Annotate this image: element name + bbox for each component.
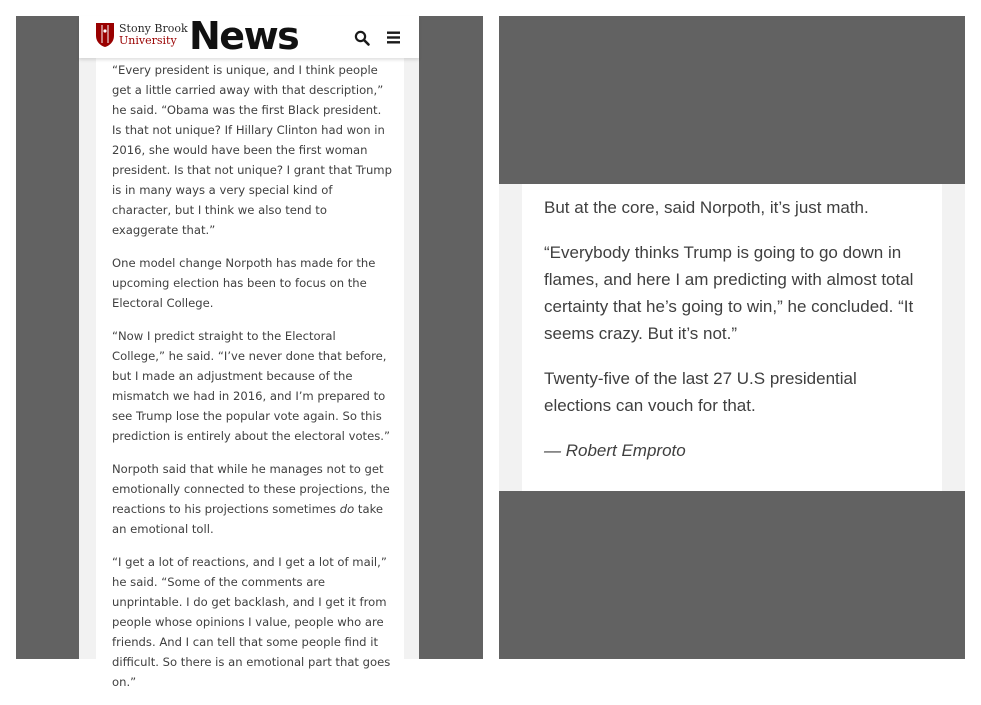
search-icon[interactable] (354, 30, 370, 46)
article-card (96, 16, 404, 689)
article-body (112, 60, 392, 705)
article-text: Norpoth said that while he manages not to get emotionally connected to these projections, the reactions to his projections sometimes (112, 462, 390, 516)
article-paragraph: “I get a lot of reactions, and I get a lot of mail,” he said. “Some of the comments are unprintable. I do get backlash, and I get it from people whose opinions I value, people who are friends. And I can tell that some people find it difficult. So there is an emotional part that goes on.” (112, 555, 391, 689)
site-header (79, 16, 419, 58)
mobile-view-panel (16, 14, 483, 689)
article-paragraph: One model change Norpoth has made for the upcoming election has been to focus on the Electoral College. (112, 256, 376, 310)
university-name-line1: Stony Brook (119, 22, 188, 35)
emphasis-text: do (339, 502, 355, 516)
article-paragraph: “Every president is unique, and I think people get a little carried away with that description,” he said. “Obama was the first Black president. Is that not unique? If Hillary Clinton had won in 2016, she would have been the first woman president. Is that not unique? I grant that Trump is in many ways a very special kind of character, but I think we also tend to exaggerate that.” (112, 63, 392, 237)
article-paragraph (112, 459, 392, 539)
hamburger-menu-icon[interactable] (387, 31, 401, 44)
university-shield-icon (95, 22, 115, 48)
article-body-zoomed (544, 194, 924, 482)
university-logo-text[interactable] (119, 23, 189, 47)
article-paragraph: Twenty-five of the last 27 U.S presidential elections can vouch for that. (544, 369, 857, 415)
article-card-zoomed (522, 184, 942, 491)
article-paragraph: But at the core, said Norpoth, it’s just math. (544, 198, 869, 217)
mobile-page (79, 14, 419, 689)
article-paragraph: “Everybody thinks Trump is going to go down in flames, and here I am predicting with almost total certainty that he’s going to win,” he concluded. “It seems crazy. But it’s not.” (544, 243, 914, 343)
desktop-view-panel (499, 16, 965, 659)
article-text: take an emotional toll. (112, 502, 384, 536)
university-name-line2: University (119, 34, 177, 47)
news-brand-logo[interactable]: News (189, 14, 299, 58)
article-strip (499, 184, 965, 491)
article-paragraph: “Now I predict straight to the Electoral College,” he said. “I’ve never done that before, but I made an adjustment because of the mismatch we had in 2016, and I’m prepared to see Trump lose the popular vote again. So this prediction is entirely about the electoral votes.” (112, 329, 390, 443)
author-byline: — Robert Emproto (544, 441, 686, 460)
